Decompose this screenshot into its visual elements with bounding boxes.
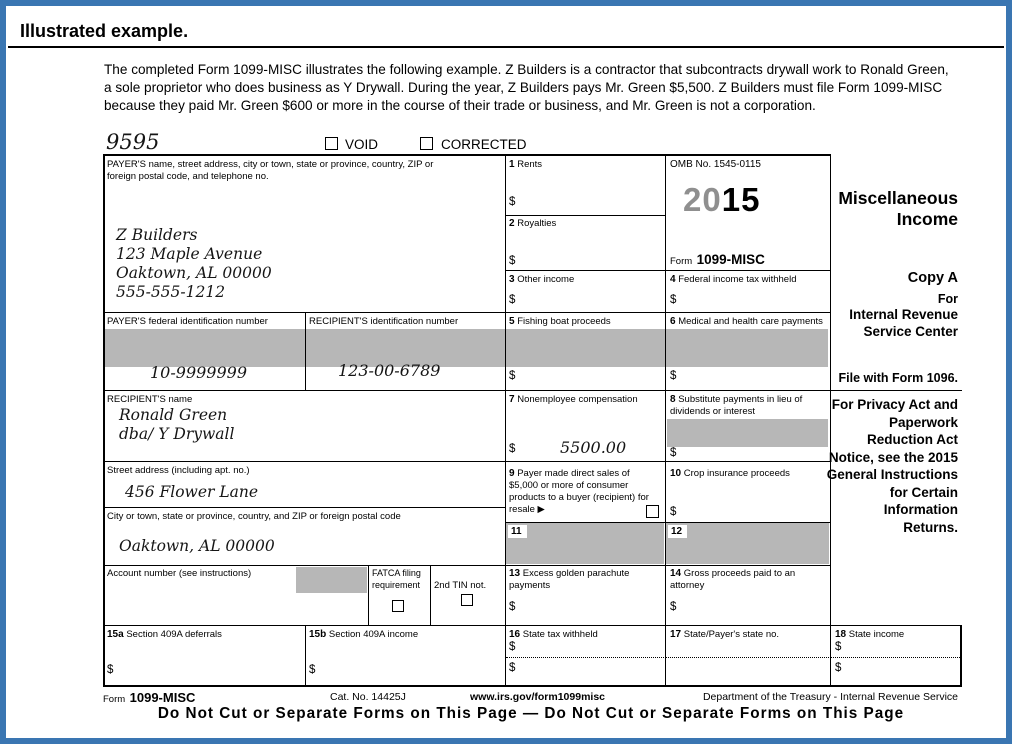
treasury-department: Department of the Treasury - Internal Revenue Service [702,691,958,703]
box12-shading [666,523,829,564]
box7-amount-handwritten: 5500.00 [560,438,627,457]
box7-dollar: $ [509,443,516,455]
grid-line [505,270,830,271]
do-not-cut-notice: Do Not Cut or Separate Forms on This Page — Do Not Cut or Separate Forms on This Page [157,705,905,722]
street-handwritten: 456 Flower Lane [125,483,259,501]
grid-line [505,215,665,216]
file-with-1096: File with Form 1096. [838,371,958,385]
box11-number: 11 [508,525,527,538]
corrected-checkbox[interactable] [420,137,433,150]
account-number-label: Account number (see instructions) [107,568,252,579]
box2-dollar: $ [509,255,516,267]
box3-label: 3 Other income [509,274,575,285]
recipient-name-label: RECIPIENT'S name [107,394,193,405]
box8-shading [667,419,828,447]
box14-dollar: $ [670,601,677,613]
box1-dollar: $ [509,196,516,208]
box6-label: 6 Medical and health care payments [670,316,823,327]
void-checkbox[interactable] [325,137,338,150]
grid-line [960,625,962,686]
box15b-dollar: $ [309,664,316,676]
box18-dollar-2: $ [835,662,842,674]
recipient-name-handwritten: Ronald Green [119,406,228,424]
grid-line [305,625,306,685]
second-tin-checkbox[interactable] [461,594,473,606]
grid-line [103,312,830,313]
grid-line [103,625,962,626]
fatca-checkbox[interactable] [392,600,404,612]
city-label: City or town, state or province, country, and ZIP or foreign postal code [107,511,401,522]
form-number-block: Form 1099-MISC [670,252,765,267]
grid-line [505,522,830,523]
box4-label: 4 Federal income tax withheld [670,274,797,285]
box8-dollar: $ [670,447,677,459]
box5-dollar: $ [509,370,516,382]
grid-line [103,461,830,462]
header-rule [8,46,1004,48]
form-code-handwritten: 9595 [106,130,160,154]
grid-line [505,154,506,685]
box16-dollar-2: $ [509,662,516,674]
irs-url: www.irs.gov/form1099misc [470,691,605,703]
box8-label: 8 Substitute payments in lieu of dividends or interest [670,394,803,417]
copy-for: For [937,292,958,306]
box18-label: 18 State income [835,629,905,640]
box17-label: 17 State/Payer's state no. [670,629,780,640]
grid-line [368,565,369,625]
box1-label: 1 Rents [509,159,543,170]
payer-city-handwritten: Oaktown, AL 00000 [116,264,272,282]
payer-name-handwritten: Z Builders [116,226,198,244]
box15a-label: 15a Section 409A deferrals [107,629,222,640]
box13-dollar: $ [509,601,516,613]
grid-line [305,312,306,390]
grid-line [103,154,830,156]
form-title: Miscellaneous Income [838,188,958,229]
box9-checkbox[interactable] [646,505,659,518]
box10-dollar: $ [670,506,677,518]
payer-label: PAYER'S name, street address, city or town, state or province, country, ZIP or foreign postal code, and telephone no. [107,159,434,182]
grid-line [430,565,431,625]
payer-phone-handwritten: 555-555-1212 [116,283,226,301]
box18-divider [831,657,960,658]
recipient-dba-handwritten: dba/ Y Drywall [119,425,235,443]
payer-tin-label: PAYER'S federal identification number [107,316,268,327]
void-label: VOID [345,137,379,152]
grid-line [103,507,505,508]
form-year: 2015 [683,181,761,218]
privacy-act-notice: For Privacy Act and Paperwork Reduction Act Notice, see the 2015 General Instructions for Certain Information Returns. [826,397,958,535]
grid-line [665,154,666,685]
box16-dollar-1: $ [509,641,516,653]
box4-dollar: $ [670,294,677,306]
payer-tin-handwritten: 10-9999999 [150,363,248,382]
second-tin-label: 2nd TIN not. [434,580,487,591]
street-label: Street address (including apt. no.) [107,465,250,476]
box17-divider [666,657,829,658]
account-shading [296,567,367,593]
box6-dollar: $ [670,370,677,382]
grid-line [103,565,830,566]
corrected-label: CORRECTED [441,137,527,152]
box5-label: 5 Fishing boat proceeds [509,316,611,327]
box9-label: 9 Payer made direct sales of $5,000 or more of consumer products to a buyer (recipient) for resale ▶ [509,468,649,515]
box16-divider [506,657,664,658]
box18-dollar-1: $ [835,641,842,653]
grid-line [103,390,962,391]
grid-line [103,154,105,687]
box2-label: 2 Royalties [509,218,557,229]
copy-a: Copy A [907,270,958,286]
city-handwritten: Oaktown, AL 00000 [119,537,275,555]
box3-dollar: $ [509,294,516,306]
box7-label: 7 Nonemployee compensation [509,394,638,405]
page-title: Illustrated example. [20,21,189,41]
recipient-tin-label: RECIPIENT'S identification number [309,316,459,327]
box11-shading [506,523,664,564]
omb-number: OMB No. 1545-0115 [670,159,761,170]
fatca-label: FATCA filing requirement [372,568,421,590]
tin-row-shading [105,329,828,367]
box10-label: 10 Crop insurance proceeds [670,468,790,479]
box13-label: 13 Excess golden parachute payments [509,568,630,591]
box16-label: 16 State tax withheld [509,629,598,640]
box12-number: 12 [668,525,687,538]
catalog-number: Cat. No. 14425J [330,691,406,703]
recipient-tin-handwritten: 123-00-6789 [338,361,441,380]
box15b-label: 15b Section 409A income [309,629,419,640]
grid-line [103,685,962,687]
payer-street-handwritten: 123 Maple Avenue [116,245,263,263]
box14-label: 14 Gross proceeds paid to an attorney [670,568,796,591]
box15a-dollar: $ [107,664,114,676]
footer-form-number: Form 1099-MISC [103,690,196,705]
intro-paragraph: The completed Form 1099-MISC illustrates the following example. Z Builders is a contractor that subcontracts drywall work to Ronald Green, a sole proprietor who does business as Y Drywall. During the year, Z Builders pays Mr. Green $5,500. Z Builders must file Form 1099-MISC because they paid Mr. Green $600 or more in the course of their trade or business, and Mr. Green is not a corporation. [104,62,949,113]
copy-irs-center: Internal Revenue Service Center [849,307,958,339]
